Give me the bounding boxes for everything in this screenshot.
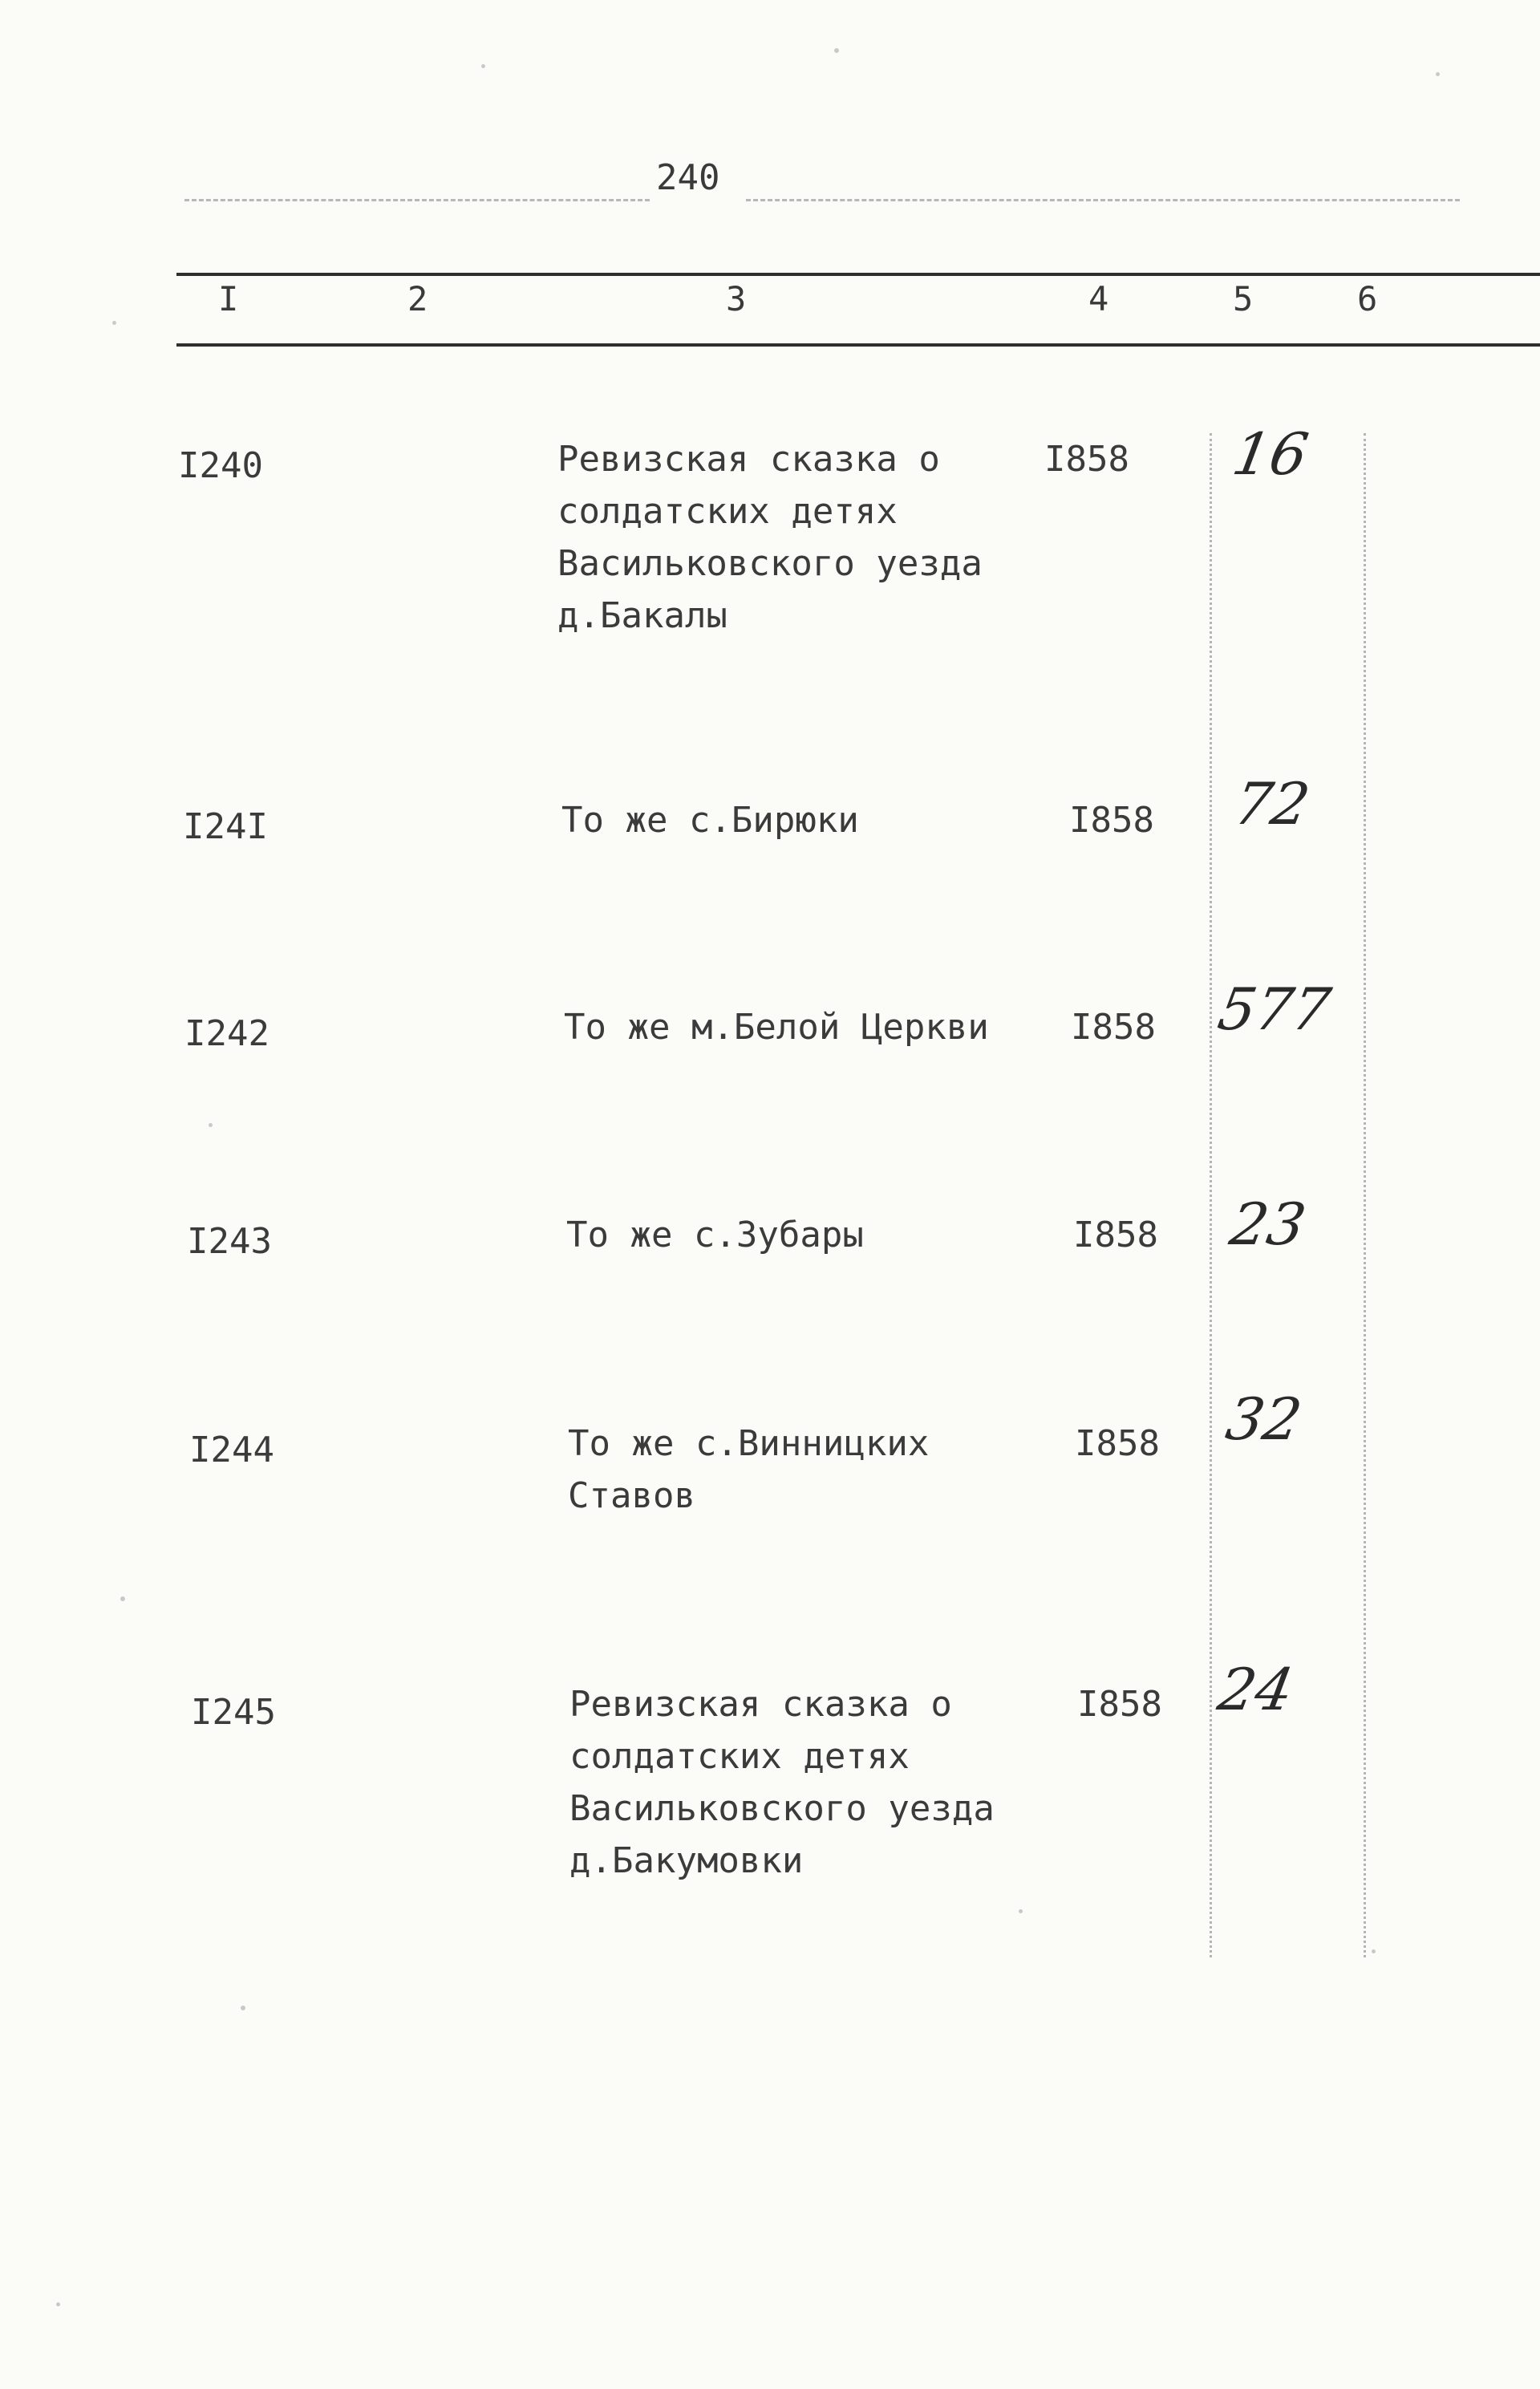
- scan-speck: [481, 64, 485, 68]
- handwritten-count: 24: [1213, 1656, 1299, 1723]
- row-year: I858: [1069, 800, 1154, 841]
- row-number: I243: [187, 1221, 272, 1262]
- description-line: Ревизская сказка о: [557, 439, 940, 480]
- header-dotted-line: [746, 199, 1460, 201]
- row-year: I858: [1073, 1215, 1158, 1255]
- scan-speck: [112, 321, 116, 325]
- row-number: I24I: [183, 806, 268, 847]
- description-line: д.Бакалы: [557, 595, 727, 636]
- description-line: То же м.Белой Церкви: [564, 1007, 989, 1048]
- row-description: [566, 1209, 864, 1261]
- column-header-6: 6: [1357, 279, 1378, 318]
- scan-speck: [241, 2006, 245, 2010]
- scan-speck: [56, 2302, 60, 2306]
- row-year: I858: [1075, 1423, 1160, 1464]
- handwritten-count: 16: [1227, 420, 1314, 488]
- description-line: То же с.Зубары: [566, 1215, 864, 1255]
- row-description: [564, 1001, 989, 1053]
- row-year: I858: [1077, 1684, 1162, 1725]
- row-year: I858: [1044, 439, 1129, 480]
- column-header-3: 3: [726, 279, 747, 318]
- scan-speck: [209, 1123, 213, 1127]
- scan-speck: [1372, 1949, 1376, 1953]
- scan-speck: [120, 1596, 125, 1601]
- handwritten-count: 577: [1213, 975, 1335, 1043]
- column-header-4: 4: [1088, 279, 1109, 318]
- column-header-1: I: [218, 279, 239, 318]
- row-number: I242: [184, 1013, 270, 1054]
- row-number: I240: [178, 445, 263, 486]
- scan-speck: [1436, 72, 1440, 76]
- table-top-rule: [176, 273, 1540, 276]
- row-description: [569, 1678, 995, 1887]
- row-description: [568, 1418, 929, 1522]
- column-header-5: 5: [1233, 279, 1254, 318]
- row-year: I858: [1071, 1007, 1156, 1048]
- handwritten-count: 32: [1221, 1385, 1307, 1453]
- row-description: [561, 794, 859, 846]
- row-number: I245: [191, 1692, 276, 1733]
- scan-speck: [1019, 1909, 1023, 1913]
- row-number: I244: [189, 1430, 274, 1470]
- description-line: Васильковского уезда: [557, 543, 983, 584]
- description-line: Ревизская сказка о: [569, 1684, 952, 1725]
- description-line: То же с.Бирюки: [561, 800, 859, 841]
- column-divider: [1210, 433, 1212, 1957]
- scan-speck: [834, 48, 839, 53]
- page-number: 240: [656, 157, 720, 198]
- description-line: Васильковского уезда: [569, 1788, 995, 1829]
- description-line: солдатских детях: [569, 1736, 910, 1777]
- description-line: То же с.Винницких: [568, 1423, 930, 1464]
- description-line: д.Бакумовки: [569, 1840, 804, 1881]
- handwritten-count: 72: [1229, 770, 1315, 838]
- handwritten-count: 23: [1225, 1190, 1311, 1258]
- column-divider: [1364, 433, 1366, 1957]
- row-description: [557, 433, 983, 642]
- header-dotted-line: [184, 199, 650, 201]
- description-line: Ставов: [568, 1475, 695, 1516]
- column-header-2: 2: [407, 279, 428, 318]
- description-line: солдатских детях: [557, 491, 898, 532]
- table-header-rule: [176, 343, 1540, 347]
